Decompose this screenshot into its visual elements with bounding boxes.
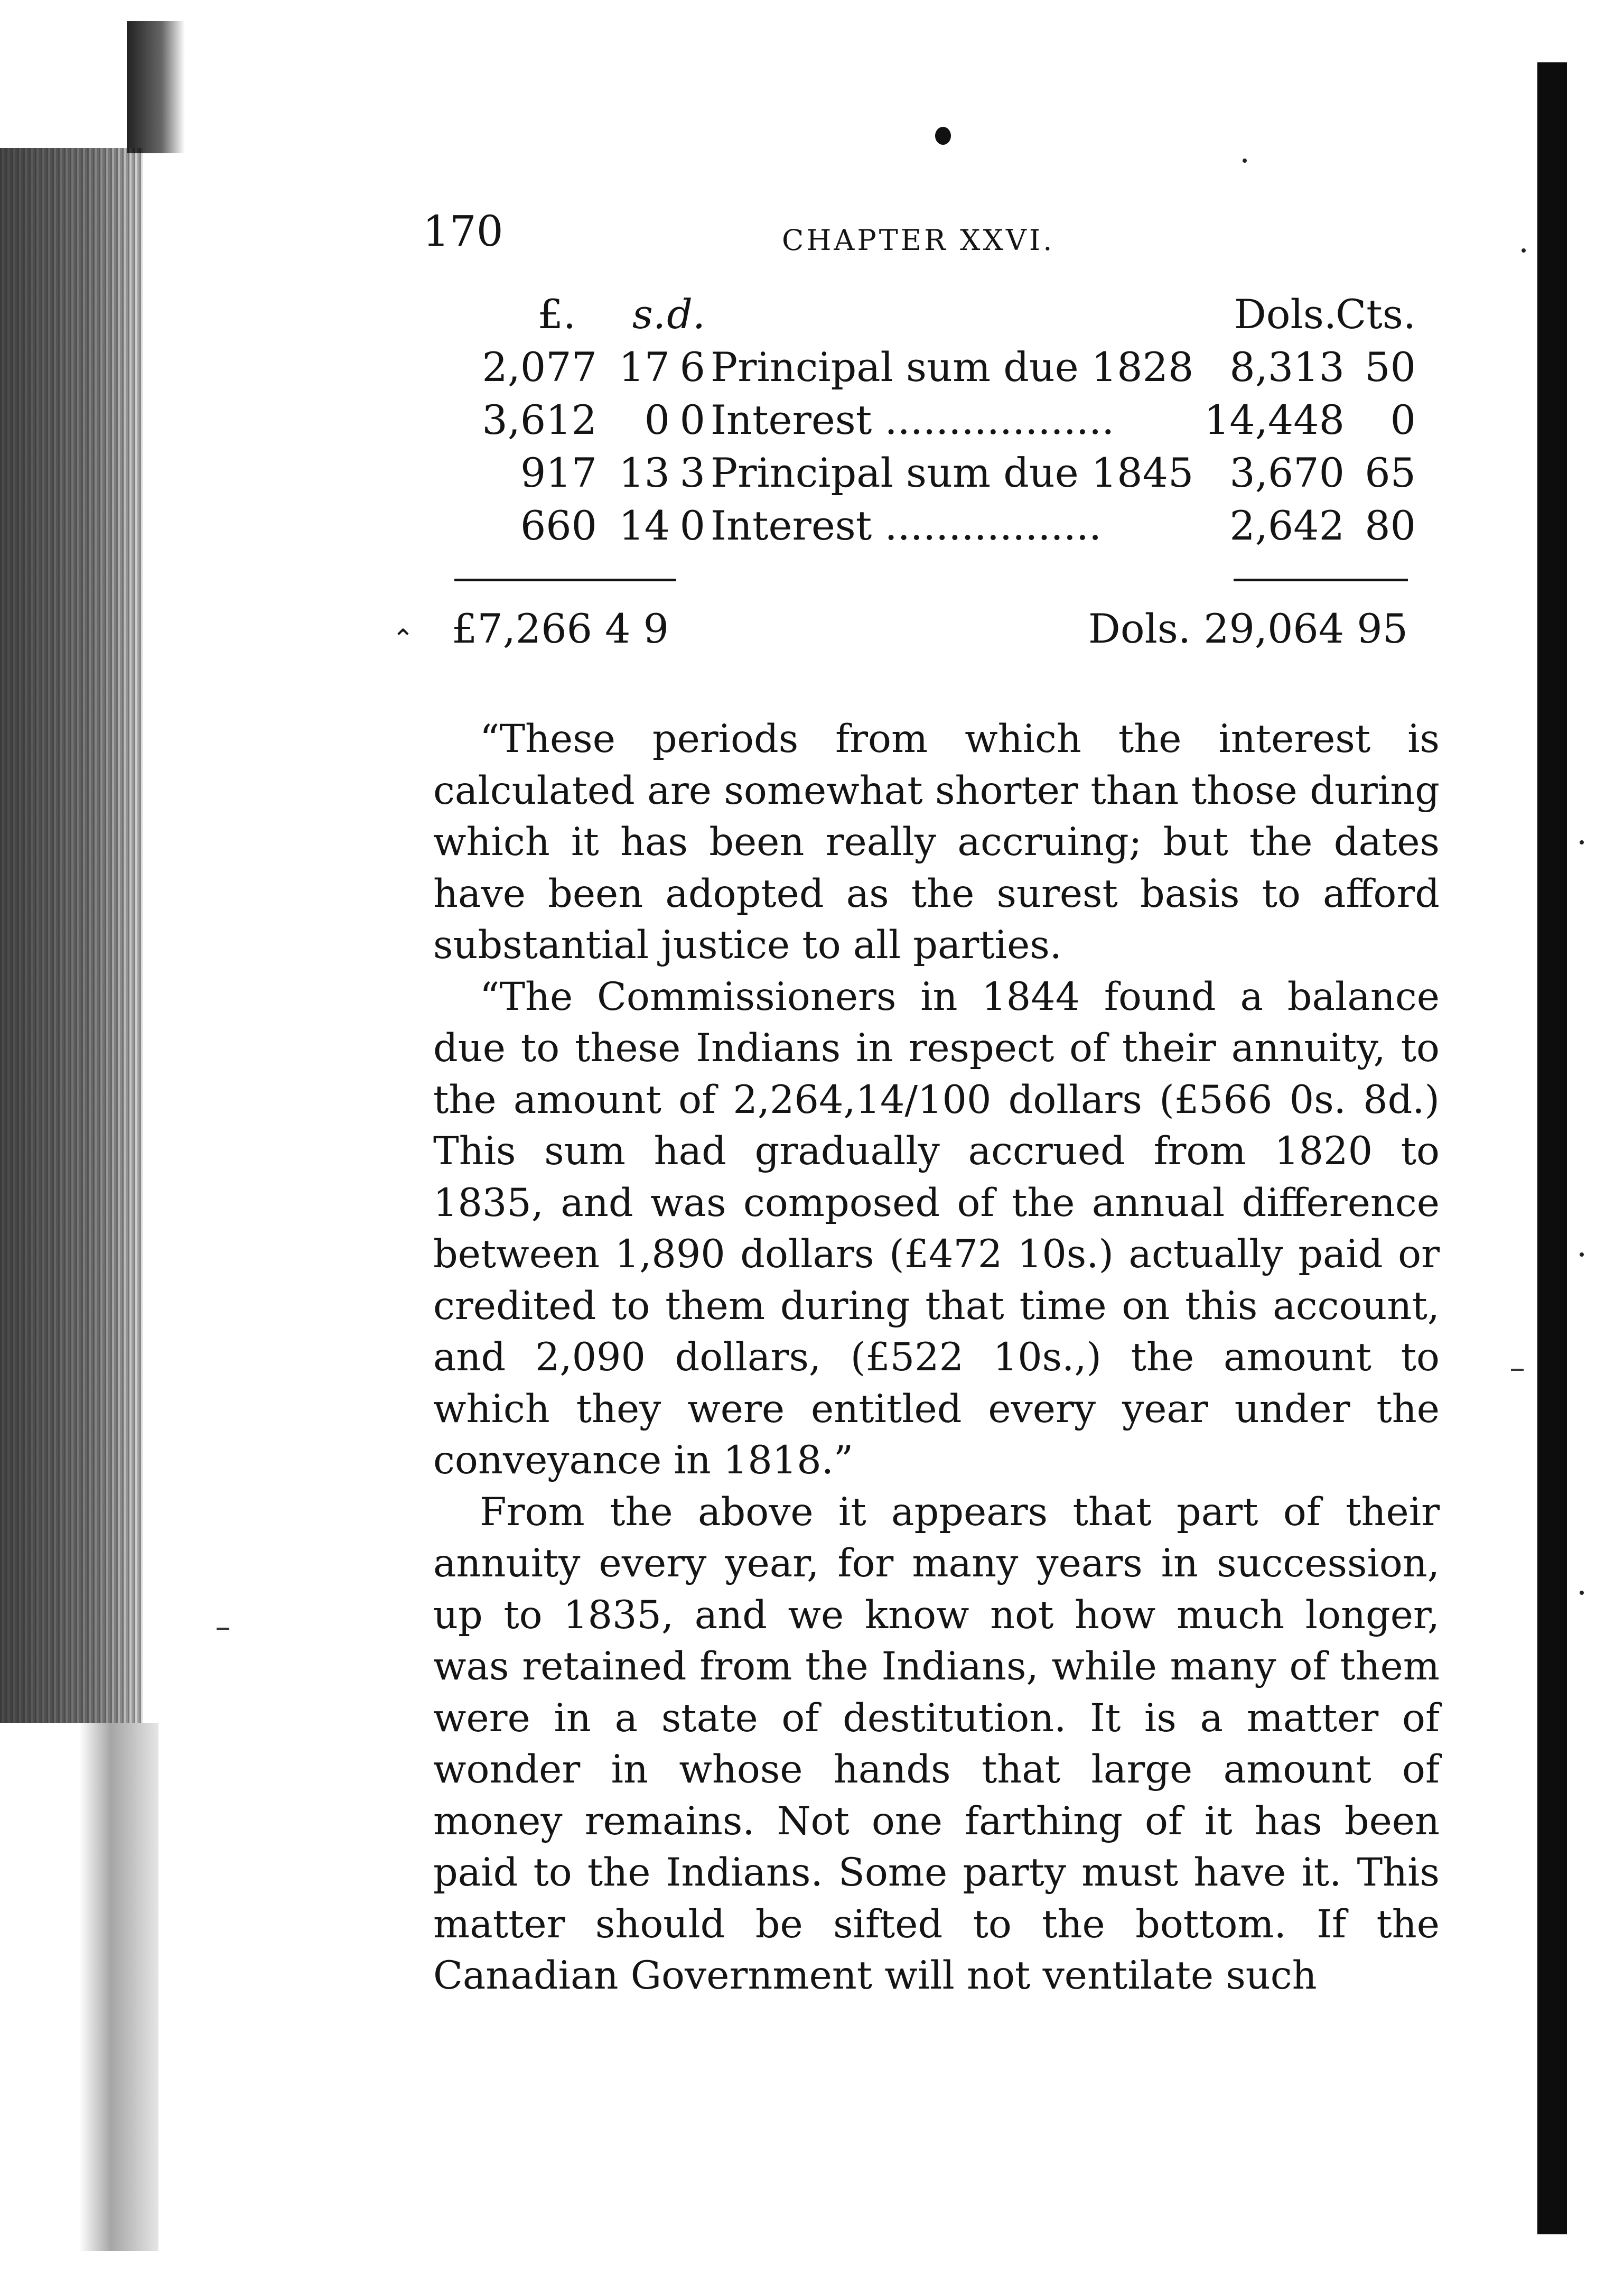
ledger-row: [433, 394, 1416, 447]
shillings-cell: 0: [644, 396, 670, 443]
ledger-row: [433, 341, 1416, 394]
cents-cell: 80: [1365, 502, 1416, 549]
pounds-cell: 3,612: [482, 396, 597, 443]
paragraph: “The Commissioners in 1844 found a balance due to these Indians in respect of their annuity, to the amount of 2,264,14/100 dollars (£566 0s. 8d.) This sum had gradually accrued from 1820 to 1835, and was composed of the annual difference between 1,890 dollars (£472 10s.) actually paid or credited to them during that time on this account, and 2,090 dollars, (£522 10s.,) the amount to which they were entitled every year under the conveyance in 1818.”: [433, 974, 1440, 1483]
shillings-cell: 13: [619, 449, 670, 496]
dollars-cell: 2,642: [1229, 502, 1345, 549]
speck: [1580, 1591, 1584, 1595]
dollars-column-header: Dols.: [1234, 291, 1337, 338]
ink-dot: [935, 127, 951, 145]
dollar-total-rule: [1234, 579, 1408, 581]
ledger-table: [433, 288, 1416, 552]
speck: [1580, 840, 1584, 844]
dollars-cell: 8,313: [1229, 343, 1345, 391]
binding-shadow-top: [127, 21, 185, 153]
dollars-cell: 3,670: [1229, 449, 1345, 496]
speck: [1522, 248, 1526, 253]
description-cell: Principal sum due 1828: [711, 343, 1194, 391]
sterling-total-rule: [454, 579, 676, 581]
binding-shadow: [0, 148, 143, 1723]
description-cell: Principal sum due 1845: [711, 449, 1194, 496]
pounds-column-header: £.: [537, 291, 576, 338]
speck: [1580, 1252, 1584, 1257]
chapter-heading: CHAPTER XXVI.: [782, 224, 1055, 257]
margin-mark: [1511, 1369, 1524, 1371]
page-edge-bar: [1537, 62, 1567, 2234]
cents-cell: 65: [1365, 449, 1416, 496]
pounds-cell: 917: [520, 449, 597, 496]
cents-column-header: Cts.: [1336, 291, 1416, 338]
ledger-header-row: [433, 288, 1416, 341]
speck: [1243, 159, 1247, 163]
shillings-cell: 17: [619, 343, 670, 391]
description-cell: Interest .................: [711, 502, 1102, 549]
cents-cell: 0: [1390, 396, 1416, 443]
pence-cell: 3: [679, 449, 705, 496]
caret-mark: ⌃: [392, 624, 414, 654]
pence-cell: 0: [679, 396, 705, 443]
paragraph: “These periods from which the interest is calculated are somewhat shorter than those during which it has been really accruing; but the dates have been adopted as the surest basis to afford substantial justice to all parties.: [433, 717, 1440, 968]
dollars-cell: 14,448: [1204, 396, 1345, 443]
ledger-row: [433, 499, 1416, 552]
page-number: 170: [423, 207, 503, 256]
pounds-cell: 2,077: [482, 343, 597, 391]
paragraph: From the above it appears that part of their annuity every year, for many years in succession, up to 1835, and we know not how much longer, was retained from the Indians, while many of them were in a state of destitution. It is a matter of wonder in whose hands that large amount of money remains. Not one farthing of it has been paid to the Indians. Some party must have it. This matter should be sifted to the bottom. If the Canadian Government will not ventilate such: [433, 1489, 1440, 1998]
shillings-cell: 14: [619, 502, 670, 549]
ledger-row: [433, 447, 1416, 499]
pence-cell: 0: [679, 502, 705, 549]
pounds-cell: 660: [520, 502, 597, 549]
pence-cell: 6: [679, 343, 705, 391]
pence-column-header: d.: [667, 291, 705, 338]
shillings-column-header: s.: [632, 291, 666, 338]
binding-shadow-lower: [79, 1723, 158, 2251]
dollar-total: Dols. 29,064 95: [1088, 605, 1408, 652]
description-cell: Interest ..................: [711, 396, 1115, 443]
sterling-total: £7,266 4 9: [452, 605, 669, 652]
margin-mark: [217, 1628, 229, 1630]
cents-cell: 50: [1365, 343, 1416, 391]
body-text: [433, 713, 1440, 2002]
